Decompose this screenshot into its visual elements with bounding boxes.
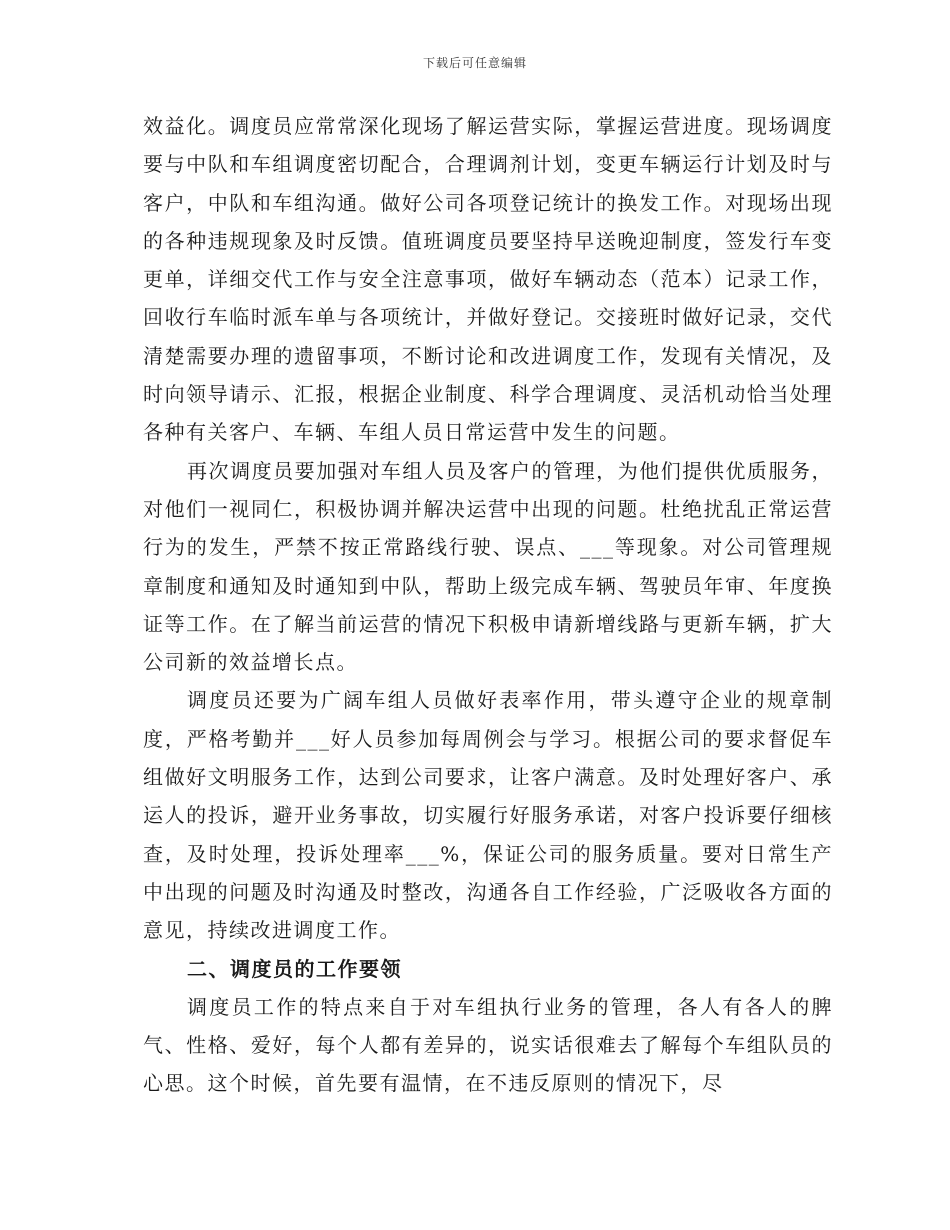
section-title: 二、调度员的工作要领 — [187, 956, 402, 981]
paragraph-2: 再次调度员要加强对车组人员及客户的管理，为他们提供优质服务，对他们一视同仁，积极协调并解决运营中出现的问题。杜绝扰乱正常运营行为的发生，严禁不按正常路线行驶、误点、___等现象。对公司管理规章制度和通知及时通知到中队，帮助上级完成车辆、驾驶员年审、年度换证等工作。在了解当前运营的情况下积极申请新增线路与更新车辆，扩大公司新的效益增长点。 — [143, 458, 833, 675]
paragraph-3: 调度员还要为广阔车组人员做好表率作用，带头遵守企业的规章制度，严格考勤并___好人员参加每周例会与学习。根据公司的要求督促车组做好文明服务工作，达到公司要求，让客户满意。及时处理好客户、承运人的投诉，避开业务事故，切实履行好服务承诺，对客户投诉要仔细核查，及时处理，投诉处理率___%，保证公司的服务质量。要对日常生产中出现的问题及时沟通及时整改，沟通各自工作经验，广泛吸收各方面的意见，持续改进调度工作。 — [143, 688, 833, 943]
paragraph-1: 效益化。调度员应常常深化现场了解运营实际，掌握运营进度。现场调度要与中队和车组调度密切配合，合理调剂计划，变更车辆运行计划及时与客户，中队和车组沟通。做好公司各项登记统计的换发工作。对现场出现的各种违规现象及时反馈。值班调度员要坚持早送晚迎制度，签发行车变更单，详细交代工作与安全注意事项，做好车辆动态（范本）记录工作，回收行车临时派车单与各项统计，并做好登记。交接班时做好记录，交代清楚需要办理的遗留事项，不断讨论和改进调度工作，发现有关情况，及时向领导请示、汇报，根据企业制度、科学合理调度、灵活机动恰当处理各种有关客户、车辆、车组人员日常运营中发生的问题。 — [143, 114, 833, 445]
document-body — [143, 107, 833, 1103]
page-header: 下载后可任意编辑 — [422, 56, 527, 70]
paragraph-4: 调度员工作的特点来自于对车组执行业务的管理，各人有各人的脾气、性格、爱好，每个人都有差异的，说实话很难去了解每个车组队员的心思。这个时候，首先要有温情，在不违反原则的情况下，尽 — [143, 994, 833, 1096]
